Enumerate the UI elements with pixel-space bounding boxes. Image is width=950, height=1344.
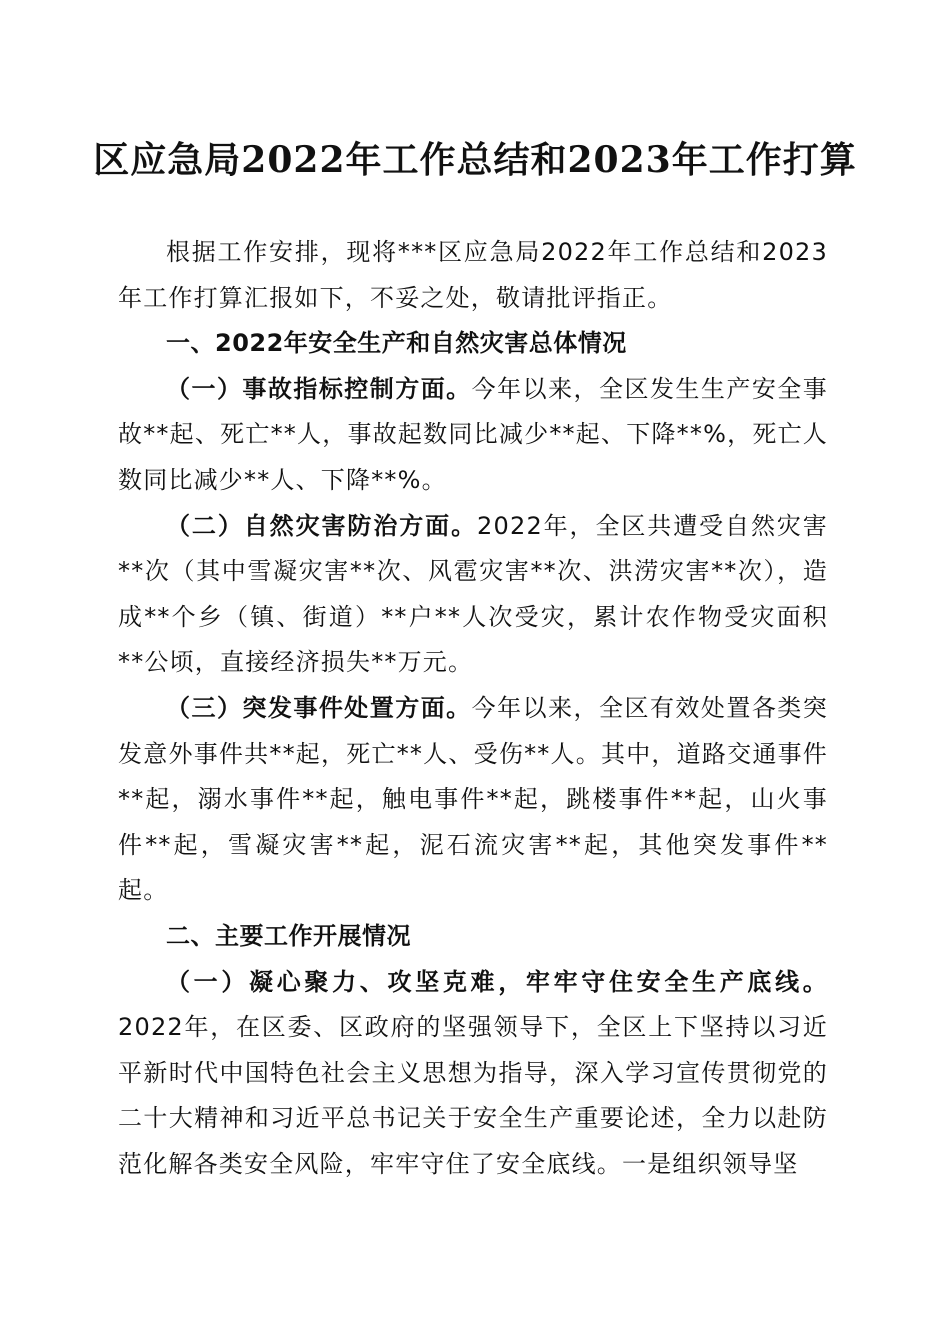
section-heading: 二、主要工作开展情况 <box>166 921 411 950</box>
paragraph-emergencies <box>118 686 828 914</box>
paragraph-lead: （二）自然灾害防治方面。 <box>166 511 478 540</box>
paragraph-lead: （一）事故指标控制方面。 <box>166 374 472 403</box>
paragraph-accident-indicators <box>118 367 828 504</box>
paragraph-lead: （三）突发事件处置方面。 <box>166 693 472 722</box>
paragraph-text: 2022年，在区委、区政府的坚强领导下，全区上下坚持以习近平新时代中国特色社会主义思想为指导，深入学习宣传贯彻党的二十大精神和习近平总书记关于安全生产重要论述，全力以赴防范化解各类安全风险，牢牢守住了安全底线。一是组织领导坚 <box>118 1013 828 1178</box>
paragraph-natural-disasters <box>118 504 828 686</box>
document-body <box>118 230 828 1187</box>
paragraph-text: 2022年，全区共遭受自然灾害**次（其中雪凝灾害**次、风雹灾害**次、洪涝灾害**次），造成**个乡（镇、街道）**户**人次受灾，累计农作物受灾面积**公顷，直接经济损失**万元。 <box>118 511 829 677</box>
document-title: 区应急局2022年工作总结和2023年工作打算 <box>93 139 857 181</box>
paragraph-text: 今年以来，全区有效处置各类突发意外事件共**起，死亡**人、受伤**人。其中，道路交通事件**起，溺水事件**起，触电事件**起，跳楼事件**起，山火事件**起，雪凝灾害**起，泥石流灾害**起，其他突发事件**起。 <box>118 693 828 905</box>
paragraph-text: 今年以来，全区发生生产安全事故**起、死亡**人，事故起数同比减少**起、下降**%，死亡人数同比减少**人、下降**%。 <box>118 374 828 494</box>
paragraph-work-overview <box>118 960 828 1188</box>
section-heading: 一、2022年安全生产和自然灾害总体情况 <box>166 329 627 358</box>
intro-paragraph: 根据工作安排，现将***区应急局2022年工作总结和2023年工作打算汇报如下，不妥之处，敬请批评指正。 <box>118 238 828 312</box>
paragraph-lead: （一）凝心聚力、攻坚克难，牢牢守住安全生产底线。 <box>166 967 828 996</box>
